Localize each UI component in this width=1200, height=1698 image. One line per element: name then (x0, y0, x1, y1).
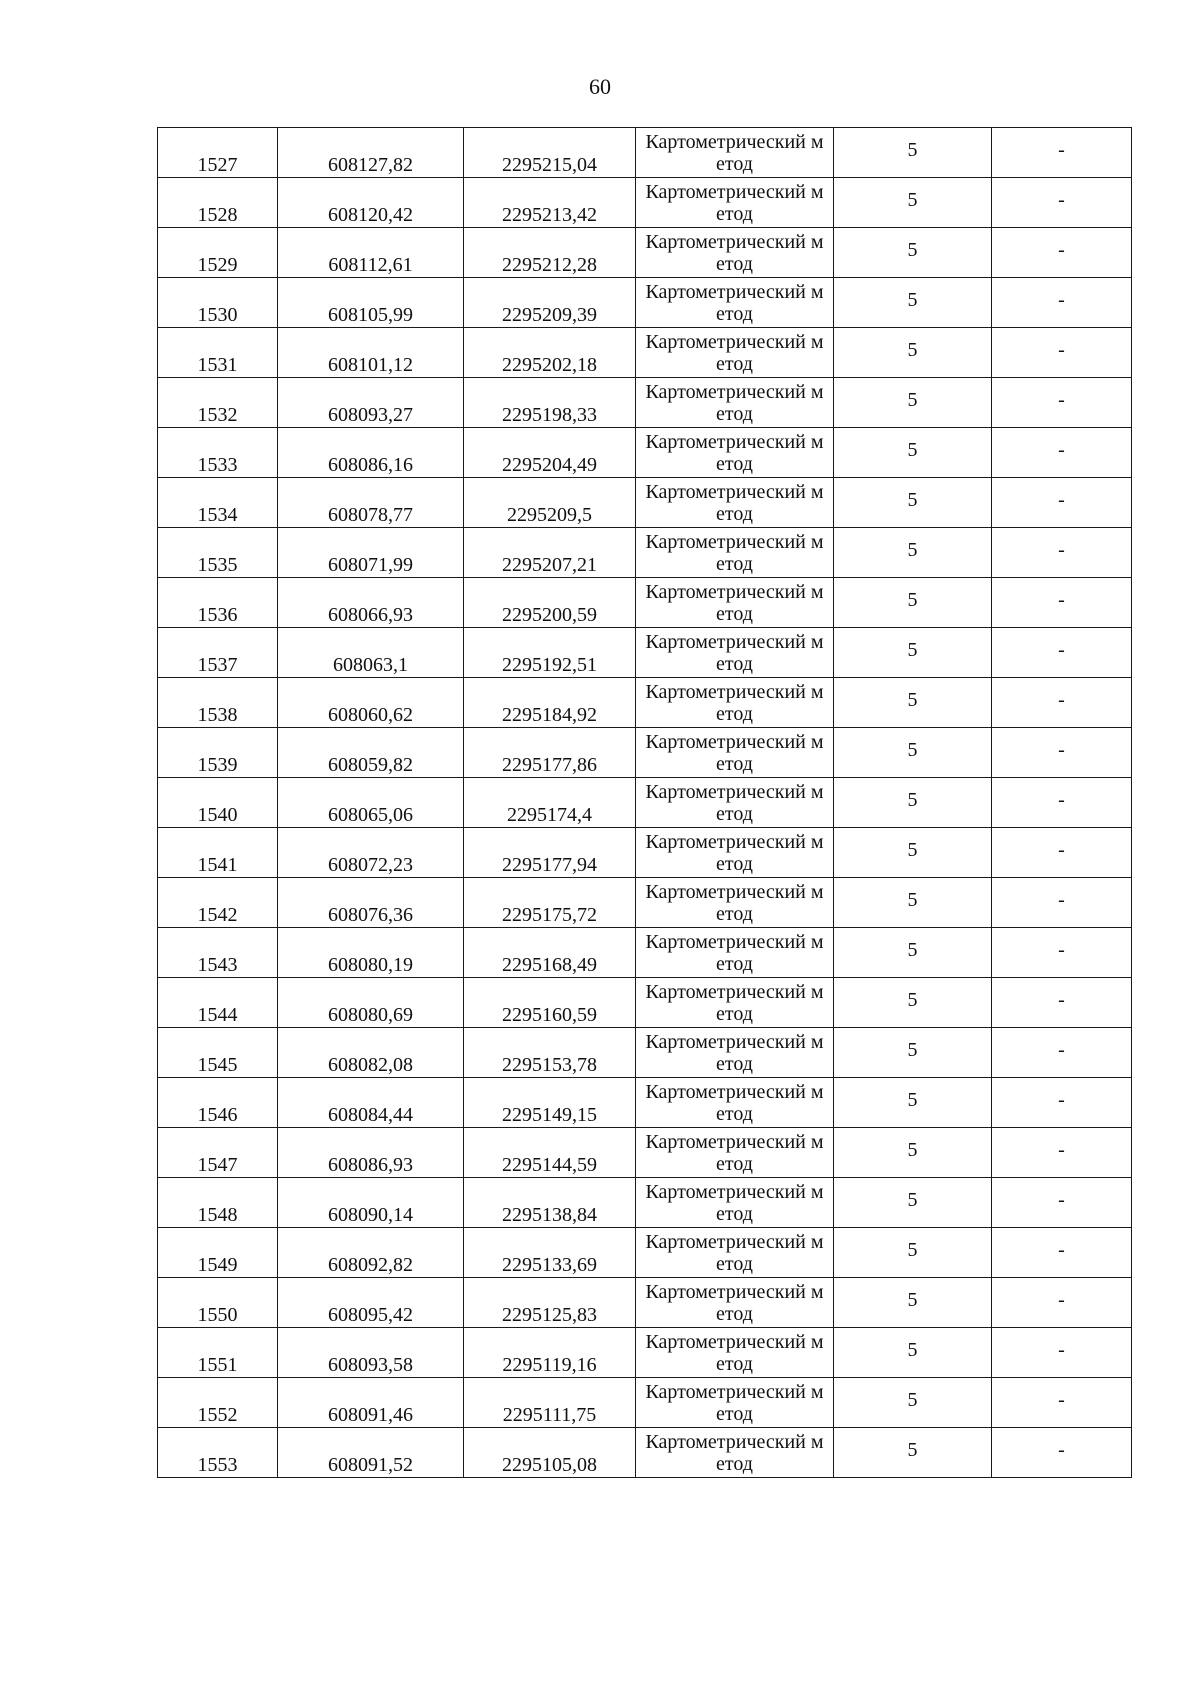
x-coordinate-cell: 608120,42 (278, 178, 464, 228)
method-cell (636, 1328, 834, 1378)
accuracy-cell: 5 (834, 828, 992, 878)
note-cell: - (992, 628, 1132, 678)
method-text: Картометрический метод (645, 1330, 824, 1375)
method-cell (636, 378, 834, 428)
method-text: Картометрический метод (645, 180, 824, 225)
point-number-cell: 1547 (158, 1128, 278, 1178)
table-row (158, 1028, 1132, 1078)
point-number-cell: 1529 (158, 228, 278, 278)
table-row (158, 1278, 1132, 1328)
y-coordinate-cell: 2295215,04 (464, 128, 636, 178)
x-coordinate-cell: 608080,19 (278, 928, 464, 978)
accuracy-cell: 5 (834, 228, 992, 278)
x-coordinate-cell: 608112,61 (278, 228, 464, 278)
table-row (158, 128, 1132, 178)
coordinates-table-body (158, 128, 1132, 1478)
x-coordinate-cell: 608065,06 (278, 778, 464, 828)
x-coordinate-cell: 608127,82 (278, 128, 464, 178)
method-text: Картометрический метод (645, 730, 824, 775)
accuracy-cell: 5 (834, 1078, 992, 1128)
table-row (158, 878, 1132, 928)
point-number-cell: 1531 (158, 328, 278, 378)
point-number-cell: 1534 (158, 478, 278, 528)
note-cell: - (992, 1178, 1132, 1228)
method-cell (636, 778, 834, 828)
y-coordinate-cell: 2295149,15 (464, 1078, 636, 1128)
method-text: Картометрический метод (645, 1080, 824, 1125)
note-cell: - (992, 128, 1132, 178)
method-text: Картометрический метод (645, 130, 824, 175)
point-number-cell: 1539 (158, 728, 278, 778)
point-number-cell: 1527 (158, 128, 278, 178)
method-text: Картометрический метод (645, 480, 824, 525)
table-row (158, 328, 1132, 378)
y-coordinate-cell: 2295133,69 (464, 1228, 636, 1278)
x-coordinate-cell: 608092,82 (278, 1228, 464, 1278)
method-cell (636, 578, 834, 628)
point-number-cell: 1549 (158, 1228, 278, 1278)
y-coordinate-cell: 2295105,08 (464, 1428, 636, 1478)
table-row (158, 378, 1132, 428)
y-coordinate-cell: 2295209,39 (464, 278, 636, 328)
point-number-cell: 1546 (158, 1078, 278, 1128)
point-number-cell: 1551 (158, 1328, 278, 1378)
point-number-cell: 1532 (158, 378, 278, 428)
method-cell (636, 678, 834, 728)
point-number-cell: 1530 (158, 278, 278, 328)
y-coordinate-cell: 2295111,75 (464, 1378, 636, 1428)
method-text: Картометрический метод (645, 230, 824, 275)
x-coordinate-cell: 608084,44 (278, 1078, 464, 1128)
method-cell (636, 878, 834, 928)
method-text: Картометрический метод (645, 530, 824, 575)
y-coordinate-cell: 2295177,86 (464, 728, 636, 778)
x-coordinate-cell: 608082,08 (278, 1028, 464, 1078)
method-text: Картометрический метод (645, 830, 824, 875)
note-cell: - (992, 1078, 1132, 1128)
method-text: Картометрический метод (645, 330, 824, 375)
table-row (158, 1128, 1132, 1178)
point-number-cell: 1540 (158, 778, 278, 828)
method-text: Картометрический метод (645, 980, 824, 1025)
note-cell: - (992, 928, 1132, 978)
accuracy-cell: 5 (834, 1028, 992, 1078)
accuracy-cell: 5 (834, 178, 992, 228)
point-number-cell: 1543 (158, 928, 278, 978)
note-cell: - (992, 1428, 1132, 1478)
x-coordinate-cell: 608076,36 (278, 878, 464, 928)
table-row (158, 578, 1132, 628)
y-coordinate-cell: 2295209,5 (464, 478, 636, 528)
note-cell: - (992, 1328, 1132, 1378)
y-coordinate-cell: 2295202,18 (464, 328, 636, 378)
method-text: Картометрический метод (645, 930, 824, 975)
note-cell: - (992, 978, 1132, 1028)
note-cell: - (992, 278, 1132, 328)
point-number-cell: 1528 (158, 178, 278, 228)
method-cell (636, 328, 834, 378)
point-number-cell: 1541 (158, 828, 278, 878)
point-number-cell: 1545 (158, 1028, 278, 1078)
method-cell (636, 528, 834, 578)
method-text: Картометрический метод (645, 380, 824, 425)
accuracy-cell: 5 (834, 1428, 992, 1478)
accuracy-cell: 5 (834, 578, 992, 628)
accuracy-cell: 5 (834, 528, 992, 578)
table-row (158, 978, 1132, 1028)
x-coordinate-cell: 608093,27 (278, 378, 464, 428)
point-number-cell: 1536 (158, 578, 278, 628)
note-cell: - (992, 1378, 1132, 1428)
accuracy-cell: 5 (834, 1278, 992, 1328)
note-cell: - (992, 178, 1132, 228)
x-coordinate-cell: 608091,52 (278, 1428, 464, 1478)
method-cell (636, 828, 834, 878)
method-text: Картометрический метод (645, 580, 824, 625)
page-number: 60 (589, 74, 611, 99)
table-row (158, 928, 1132, 978)
x-coordinate-cell: 608095,42 (278, 1278, 464, 1328)
method-cell (636, 628, 834, 678)
method-cell (636, 128, 834, 178)
accuracy-cell: 5 (834, 928, 992, 978)
y-coordinate-cell: 2295144,59 (464, 1128, 636, 1178)
note-cell: - (992, 378, 1132, 428)
x-coordinate-cell: 608105,99 (278, 278, 464, 328)
x-coordinate-cell: 608071,99 (278, 528, 464, 578)
method-cell (636, 1428, 834, 1478)
accuracy-cell: 5 (834, 728, 992, 778)
note-cell: - (992, 528, 1132, 578)
accuracy-cell: 5 (834, 428, 992, 478)
table-row (158, 778, 1132, 828)
table-row (158, 228, 1132, 278)
method-cell (636, 1078, 834, 1128)
y-coordinate-cell: 2295192,51 (464, 628, 636, 678)
x-coordinate-cell: 608091,46 (278, 1378, 464, 1428)
method-text: Картометрический метод (645, 680, 824, 725)
y-coordinate-cell: 2295184,92 (464, 678, 636, 728)
coordinates-table (157, 127, 1132, 1478)
table-row (158, 528, 1132, 578)
note-cell: - (992, 428, 1132, 478)
x-coordinate-cell: 608078,77 (278, 478, 464, 528)
method-cell (636, 1278, 834, 1328)
accuracy-cell: 5 (834, 978, 992, 1028)
x-coordinate-cell: 608066,93 (278, 578, 464, 628)
method-cell (636, 1178, 834, 1228)
x-coordinate-cell: 608063,1 (278, 628, 464, 678)
x-coordinate-cell: 608086,93 (278, 1128, 464, 1178)
table-row (158, 178, 1132, 228)
table-row (158, 1228, 1132, 1278)
accuracy-cell: 5 (834, 378, 992, 428)
x-coordinate-cell: 608086,16 (278, 428, 464, 478)
method-cell (636, 478, 834, 528)
table-row (158, 1178, 1132, 1228)
y-coordinate-cell: 2295204,49 (464, 428, 636, 478)
accuracy-cell: 5 (834, 678, 992, 728)
x-coordinate-cell: 608060,62 (278, 678, 464, 728)
note-cell: - (992, 328, 1132, 378)
point-number-cell: 1544 (158, 978, 278, 1028)
y-coordinate-cell: 2295177,94 (464, 828, 636, 878)
method-text: Картометрический метод (645, 630, 824, 675)
table-row (158, 278, 1132, 328)
accuracy-cell: 5 (834, 778, 992, 828)
method-cell (636, 178, 834, 228)
method-cell (636, 428, 834, 478)
note-cell: - (992, 828, 1132, 878)
note-cell: - (992, 1228, 1132, 1278)
x-coordinate-cell: 608101,12 (278, 328, 464, 378)
method-text: Картометрический метод (645, 1030, 824, 1075)
accuracy-cell: 5 (834, 628, 992, 678)
y-coordinate-cell: 2295160,59 (464, 978, 636, 1028)
table-row (158, 428, 1132, 478)
y-coordinate-cell: 2295198,33 (464, 378, 636, 428)
note-cell: - (992, 1278, 1132, 1328)
method-cell (636, 928, 834, 978)
y-coordinate-cell: 2295207,21 (464, 528, 636, 578)
accuracy-cell: 5 (834, 1178, 992, 1228)
method-text: Картометрический метод (645, 1380, 824, 1425)
table-row (158, 1328, 1132, 1378)
table-row (158, 678, 1132, 728)
x-coordinate-cell: 608072,23 (278, 828, 464, 878)
method-cell (636, 978, 834, 1028)
accuracy-cell: 5 (834, 128, 992, 178)
method-cell (636, 1378, 834, 1428)
table-row (158, 628, 1132, 678)
note-cell: - (992, 678, 1132, 728)
method-text: Картометрический метод (645, 1430, 824, 1475)
y-coordinate-cell: 2295213,42 (464, 178, 636, 228)
method-cell (636, 1228, 834, 1278)
y-coordinate-cell: 2295138,84 (464, 1178, 636, 1228)
method-text: Картометрический метод (645, 1180, 824, 1225)
method-text: Картометрический метод (645, 880, 824, 925)
table-row (158, 478, 1132, 528)
method-text: Картометрический метод (645, 780, 824, 825)
note-cell: - (992, 478, 1132, 528)
y-coordinate-cell: 2295125,83 (464, 1278, 636, 1328)
accuracy-cell: 5 (834, 328, 992, 378)
table-row (158, 1078, 1132, 1128)
table-row (158, 828, 1132, 878)
point-number-cell: 1542 (158, 878, 278, 928)
point-number-cell: 1537 (158, 628, 278, 678)
y-coordinate-cell: 2295119,16 (464, 1328, 636, 1378)
y-coordinate-cell: 2295175,72 (464, 878, 636, 928)
method-cell (636, 1128, 834, 1178)
method-text: Картометрический метод (645, 1130, 824, 1175)
method-cell (636, 1028, 834, 1078)
method-text: Картометрический метод (645, 280, 824, 325)
point-number-cell: 1550 (158, 1278, 278, 1328)
note-cell: - (992, 878, 1132, 928)
point-number-cell: 1533 (158, 428, 278, 478)
y-coordinate-cell: 2295212,28 (464, 228, 636, 278)
accuracy-cell: 5 (834, 1228, 992, 1278)
x-coordinate-cell: 608059,82 (278, 728, 464, 778)
accuracy-cell: 5 (834, 878, 992, 928)
method-cell (636, 278, 834, 328)
accuracy-cell: 5 (834, 478, 992, 528)
accuracy-cell: 5 (834, 278, 992, 328)
note-cell: - (992, 578, 1132, 628)
note-cell: - (992, 728, 1132, 778)
accuracy-cell: 5 (834, 1128, 992, 1178)
x-coordinate-cell: 608080,69 (278, 978, 464, 1028)
y-coordinate-cell: 2295200,59 (464, 578, 636, 628)
note-cell: - (992, 1128, 1132, 1178)
point-number-cell: 1538 (158, 678, 278, 728)
table-row (158, 1378, 1132, 1428)
x-coordinate-cell: 608090,14 (278, 1178, 464, 1228)
note-cell: - (992, 228, 1132, 278)
accuracy-cell: 5 (834, 1328, 992, 1378)
point-number-cell: 1548 (158, 1178, 278, 1228)
method-text: Картометрический метод (645, 430, 824, 475)
method-text: Картометрический метод (645, 1280, 824, 1325)
point-number-cell: 1552 (158, 1378, 278, 1428)
y-coordinate-cell: 2295174,4 (464, 778, 636, 828)
accuracy-cell: 5 (834, 1378, 992, 1428)
method-text: Картометрический метод (645, 1230, 824, 1275)
table-row (158, 728, 1132, 778)
point-number-cell: 1535 (158, 528, 278, 578)
table-row (158, 1428, 1132, 1478)
y-coordinate-cell: 2295168,49 (464, 928, 636, 978)
note-cell: - (992, 778, 1132, 828)
note-cell: - (992, 1028, 1132, 1078)
method-cell (636, 728, 834, 778)
method-cell (636, 228, 834, 278)
y-coordinate-cell: 2295153,78 (464, 1028, 636, 1078)
point-number-cell: 1553 (158, 1428, 278, 1478)
x-coordinate-cell: 608093,58 (278, 1328, 464, 1378)
